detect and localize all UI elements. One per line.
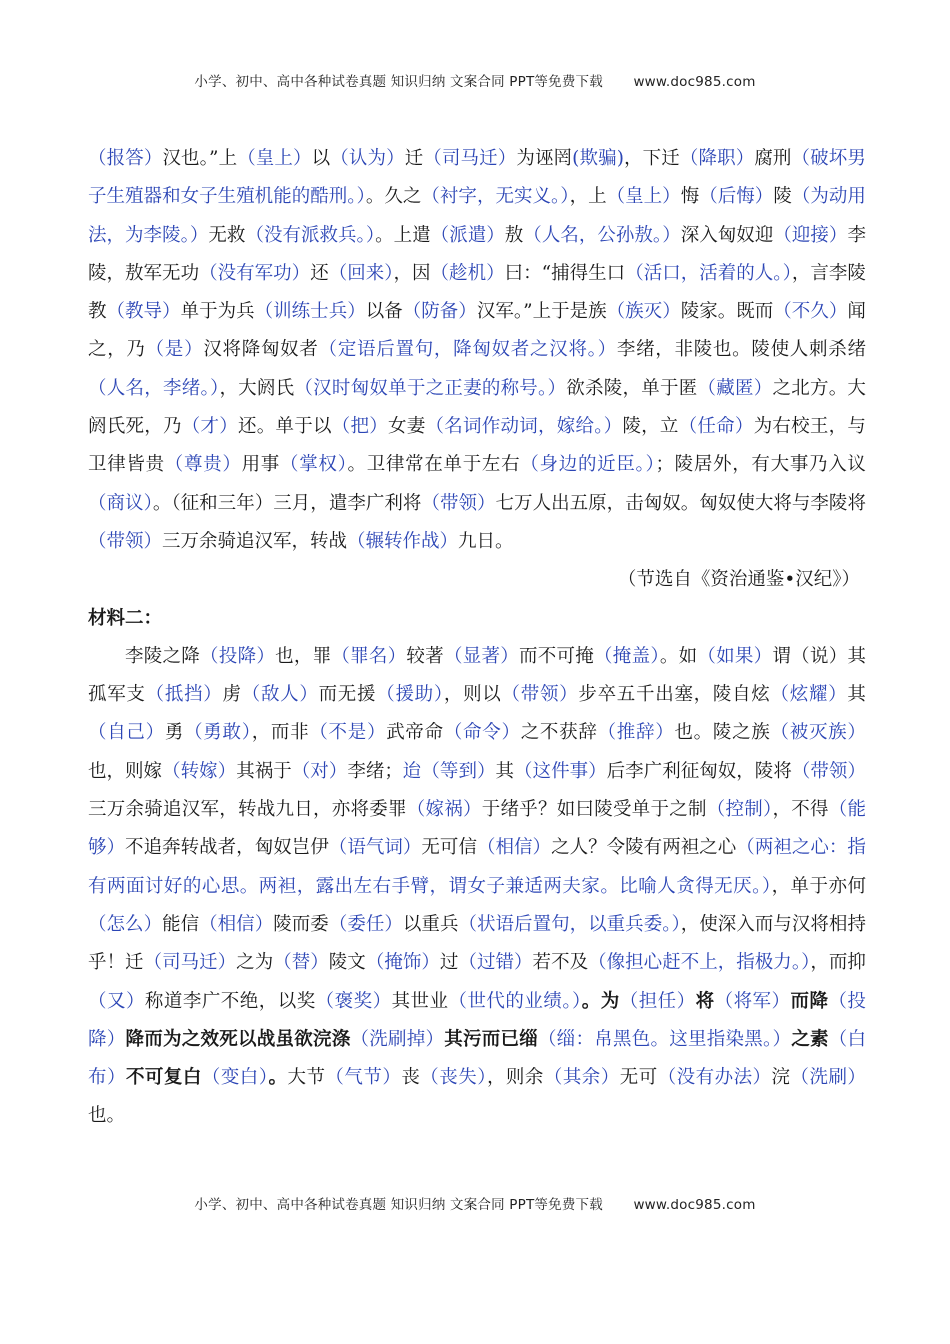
source-text: 谓（说）其孤军支 [88, 645, 866, 706]
source-text: 其 [495, 760, 515, 782]
source-text: 。如 [659, 645, 698, 667]
annotation-text: （状语后置句，以重兵委。） [458, 913, 681, 935]
annotation-text: （迎接） [773, 224, 848, 246]
annotation-text: （族灭） [606, 301, 681, 323]
document-body [88, 140, 866, 1136]
emphasized-text: 不可复白 [125, 1067, 202, 1089]
source-text: 用事 [241, 454, 280, 476]
annotation-text: （投降） [88, 990, 866, 1050]
annotation-text: （援助） [376, 684, 444, 706]
source-text: 丧 [401, 1067, 421, 1089]
annotation-text: （降职） [679, 148, 755, 169]
annotation-text: （如果） [697, 645, 773, 667]
annotation-text: （没有派救兵。） [245, 224, 376, 246]
annotation-text: （皇上） [606, 186, 681, 208]
annotation-text: （世代的业绩。） [448, 990, 582, 1012]
annotation-text: （炫耀） [770, 684, 848, 706]
source-text: 欲杀陵，单于匿 [566, 377, 698, 399]
source-text: 也。陵之族 [674, 722, 771, 744]
annotation-text: （报答） [88, 148, 163, 169]
emphasized-text: 将 [695, 990, 715, 1012]
source-text: 为诬罔 [516, 148, 573, 169]
source-text: ，因 [393, 262, 431, 284]
source-text: ，上 [569, 186, 607, 208]
source-text: ，使深入而与汉将相持乎！迁 [88, 913, 866, 974]
annotation-text: （没有办法） [657, 1067, 772, 1089]
annotation-text: （回来） [328, 262, 394, 284]
source-text: 其世业 [391, 990, 449, 1012]
annotation-text: （不是） [309, 722, 387, 744]
source-text: 李陵之降 [125, 645, 201, 667]
annotation-text: （带领） [88, 530, 163, 552]
annotation-text: （能够） [88, 799, 866, 859]
annotation-text: 迨 [402, 760, 422, 782]
source-text: ；陵居外，有大事乃入议 [655, 454, 866, 476]
annotation-text: （勇敢） [184, 722, 252, 744]
source-text: 。久之 [365, 186, 422, 208]
annotation-text: （辗转作战） [347, 530, 459, 552]
source-text: 也，则嫁 [88, 760, 163, 782]
annotation-text: （这件事） [514, 760, 607, 782]
emphasized-text: 其污而已缁 [444, 1028, 538, 1050]
emphasized-text: 。 [268, 1067, 288, 1089]
annotation-text: （敌人） [241, 684, 319, 706]
source-text: 七万人出五原，击匈奴。匈奴使大将与李陵将 [495, 492, 866, 514]
source-text: 不追奔转战者，匈奴岂伊 [125, 837, 329, 859]
annotation-text: （趁机） [430, 262, 505, 284]
source-text: 武帝命 [386, 722, 444, 744]
source-text: 后李广利征匈奴，陵将 [606, 760, 792, 782]
source-text: 悔 [680, 186, 700, 208]
source-text: 浣 [771, 1067, 791, 1089]
source-text: 以重兵 [402, 913, 459, 935]
annotation-text: （派遣） [430, 224, 505, 246]
source-text: 汉将降匈奴者 [203, 339, 319, 361]
annotation-text: （又） [88, 990, 145, 1012]
source-text: 九日。 [458, 530, 514, 552]
source-text: 无可 [619, 1067, 658, 1089]
source-text: ，则余 [486, 1067, 544, 1089]
annotation-text: （藏匿） [697, 377, 773, 399]
annotation-text: （缁：帛黑色。这里指染黑。） [537, 1028, 792, 1050]
section-two-title: 材料二： [88, 607, 163, 629]
annotation-text: （控制） [706, 799, 773, 821]
page-header [0, 70, 950, 90]
annotation-text: （后悔） [699, 186, 774, 208]
annotation-text: （人名，公孙敖。） [523, 224, 681, 246]
annotation-text: （洗刷掉） [350, 1028, 445, 1050]
source-text: 能信 [162, 913, 200, 935]
annotation-text: （抵挡） [145, 684, 223, 706]
annotation-text: （掌权） [280, 454, 348, 476]
source-text: 于绪乎？如曰陵受单于之制 [481, 799, 707, 821]
source-text: ，而抑 [810, 952, 866, 974]
annotation-text: （相信） [476, 837, 552, 859]
source-text: 无可信 [421, 837, 477, 859]
annotation-text: (欺骗) [572, 148, 624, 169]
source-text: 勇 [164, 722, 185, 744]
source-text: 之不获辞 [520, 722, 598, 744]
annotation-text: （防备） [402, 301, 477, 323]
annotation-text: （转嫁） [162, 760, 237, 782]
annotation-text: （显著） [443, 645, 519, 667]
annotation-text: （丧失） [420, 1067, 487, 1089]
annotation-text: （白布） [88, 1028, 866, 1089]
source-text: 之北方。大阏氏死，乃 [88, 377, 866, 438]
source-text: 。上遣 [375, 224, 431, 246]
source-text: 而不可掩 [519, 645, 595, 667]
annotation-text: （活口，活着的人。） [625, 262, 792, 284]
source-text: 还 [310, 262, 329, 284]
source-text: 虏 [222, 684, 242, 706]
annotation-text: （洗刷） [790, 1067, 866, 1089]
source-text: 腐刑 [754, 148, 792, 169]
header-text: 小学、初中、高中各种试卷真题 知识归纳 文案合同 PPT等免费下载 [194, 74, 603, 90]
source-text: 之为 [236, 952, 274, 974]
source-text: 步卒五千出塞，陵自炫 [578, 684, 771, 706]
source-text: 过 [439, 952, 459, 974]
source-text: ，单于亦何 [771, 875, 866, 897]
annotation-text: （相信） [199, 913, 274, 935]
source-text: 若不及 [532, 952, 589, 974]
annotation-text: （自己） [88, 722, 165, 744]
annotation-text: （罪名） [331, 645, 407, 667]
annotation-text: （担任） [619, 990, 696, 1012]
source-text: 也。 [88, 1105, 126, 1127]
annotation-text: （像担心赶不上，指极力。） [588, 952, 811, 974]
emphasized-text: 。为 [581, 990, 620, 1012]
annotation-text: （带领） [791, 760, 866, 782]
annotation-text: （推辞） [597, 722, 675, 744]
annotation-text: （怎么） [88, 913, 163, 935]
source-text: 以 [311, 148, 331, 169]
source-text: 陵，立 [622, 416, 679, 438]
annotation-text: （汉时匈奴单于之正妻的称号。） [294, 377, 567, 399]
annotation-text: （司马迁） [423, 148, 517, 169]
source-text: 三万余骑追汉军，转战九日，亦将委罪 [88, 799, 407, 821]
source-text: 汉也。”上 [162, 148, 238, 169]
annotation-text: （衬字，无实义。） [421, 186, 570, 208]
source-text: 陵 [773, 186, 792, 208]
annotation-text: （带领） [421, 492, 496, 514]
annotation-text: （身边的近臣。） [520, 454, 656, 476]
annotation-text: （才） [181, 416, 238, 438]
annotation-text: （过错） [458, 952, 533, 974]
source-text: 较著 [406, 645, 444, 667]
annotation-text: （人名，李绪。） [88, 377, 220, 399]
source-text: ，而非 [251, 722, 310, 744]
source-text: 陵文 [328, 952, 366, 974]
emphasized-text: 降而为之效死以战虽欲浣涤 [125, 1028, 351, 1050]
annotation-text: （被灭族） [770, 722, 866, 744]
source-text: 李绪，非陵也。陵使人刺杀绪 [616, 339, 866, 361]
annotation-text: （商议） [88, 492, 153, 514]
annotation-text: （褒奖） [315, 990, 392, 1012]
annotation-text: （委任） [328, 913, 403, 935]
source-text: 。卫律常在单于左右 [347, 454, 521, 476]
source-text: 三万余骑追汉军，转战 [162, 530, 348, 552]
annotation-text: （两袒之心：指有两面讨好的心思。两袒，露出左右手臂，谓女子兼适两夫家。比喻人贪得无厌。） [88, 837, 866, 897]
annotation-text: （将军） [714, 990, 791, 1012]
annotation-text: （皇上） [237, 148, 312, 169]
source-text: 陵而委 [273, 913, 329, 935]
source-text: 无救 [208, 224, 246, 246]
annotation-text: （变白） [201, 1067, 269, 1089]
annotation-text: （破坏男子生殖器和女子生殖机能的酷刑。） [88, 148, 866, 208]
header-url[interactable]: www.doc985.com [633, 74, 756, 90]
source-text: 大节 [287, 1067, 326, 1089]
source-text: 其 [847, 684, 866, 706]
material-one-paragraph [88, 140, 866, 561]
annotation-text: （掩饰） [365, 952, 440, 974]
annotation-text: （投降） [200, 645, 276, 667]
source-text: 其祸于 [236, 760, 292, 782]
annotation-text: （命令） [443, 722, 521, 744]
source-text: 深入匈奴迎 [680, 224, 774, 246]
annotation-text: （掩盖） [594, 645, 660, 667]
annotation-text: （等到） [421, 760, 496, 782]
annotation-text: （尊贵） [164, 454, 242, 476]
source-text: 李陵，敖军无功 [88, 224, 866, 284]
source-text: 称道李广不绝，以奖 [144, 990, 316, 1012]
source-text: 陵家。既而 [680, 301, 774, 323]
page-footer [0, 1193, 950, 1213]
source-text: ，则以 [443, 684, 502, 706]
annotation-text: （为动用法，为李陵。） [88, 186, 866, 246]
annotation-text: （气节） [325, 1067, 402, 1089]
annotation-text: （其余） [543, 1067, 620, 1089]
annotation-text: （任命） [678, 416, 754, 438]
source-text: 。（征和三年）三月，遣李广利将 [152, 492, 422, 514]
source-text: ，不得 [772, 799, 829, 821]
source-text: 还。单于以 [237, 416, 332, 438]
source-text: 也，罪 [275, 645, 332, 667]
annotation-text: （对） [291, 760, 348, 782]
source-text: 迁 [404, 148, 424, 169]
annotation-text: （带领） [501, 684, 579, 706]
annotation-text: （司马迁） [143, 952, 237, 974]
annotation-text: （不久） [773, 301, 848, 323]
annotation-text: （嫁祸） [406, 799, 482, 821]
annotation-text: （没有军功） [199, 262, 311, 284]
annotation-text: （语气词） [328, 837, 422, 859]
source-text: 闻之，乃 [88, 301, 866, 361]
source-text: 以备 [365, 301, 403, 323]
annotation-text: （训练士兵） [254, 301, 366, 323]
emphasized-text: 而降 [790, 990, 829, 1012]
annotation-text: （认为） [330, 148, 405, 169]
source-text: ，下迁 [623, 148, 680, 169]
emphasized-text: 之素 [791, 1028, 829, 1050]
annotation-text: （教导） [106, 301, 181, 323]
source-text: ，言李陵教 [88, 262, 866, 323]
source-text: 而无援 [318, 684, 377, 706]
source-text: 之人？令陵有两袒之心 [551, 837, 737, 859]
source-text: 敖 [504, 224, 524, 246]
source-text: 汉军。”上于是族 [476, 301, 607, 323]
source-text: 曰：“捕得生口 [504, 262, 626, 284]
annotation-text: （是） [145, 339, 204, 361]
footer-url[interactable]: www.doc985.com [633, 1197, 756, 1213]
source-text: 为右校王，与卫律皆贵 [88, 416, 866, 476]
footer-text: 小学、初中、高中各种试卷真题 知识归纳 文案合同 PPT等免费下载 [194, 1197, 603, 1213]
source-text: ，大阏氏 [219, 377, 295, 399]
annotation-text: （替） [273, 952, 329, 974]
material-two-paragraph [88, 638, 866, 1136]
annotation-text: （名词作动词，嫁给。） [425, 416, 623, 438]
source-text: 李绪； [347, 760, 403, 782]
annotation-text: （定语后置句，降匈奴者之汉将。） [318, 339, 617, 361]
source-text: 单于为兵 [180, 301, 255, 323]
source-text: 女妻 [387, 416, 426, 438]
source-citation: （节选自《资治通鉴•汉纪》） [617, 569, 860, 591]
annotation-text: （把） [331, 416, 388, 438]
